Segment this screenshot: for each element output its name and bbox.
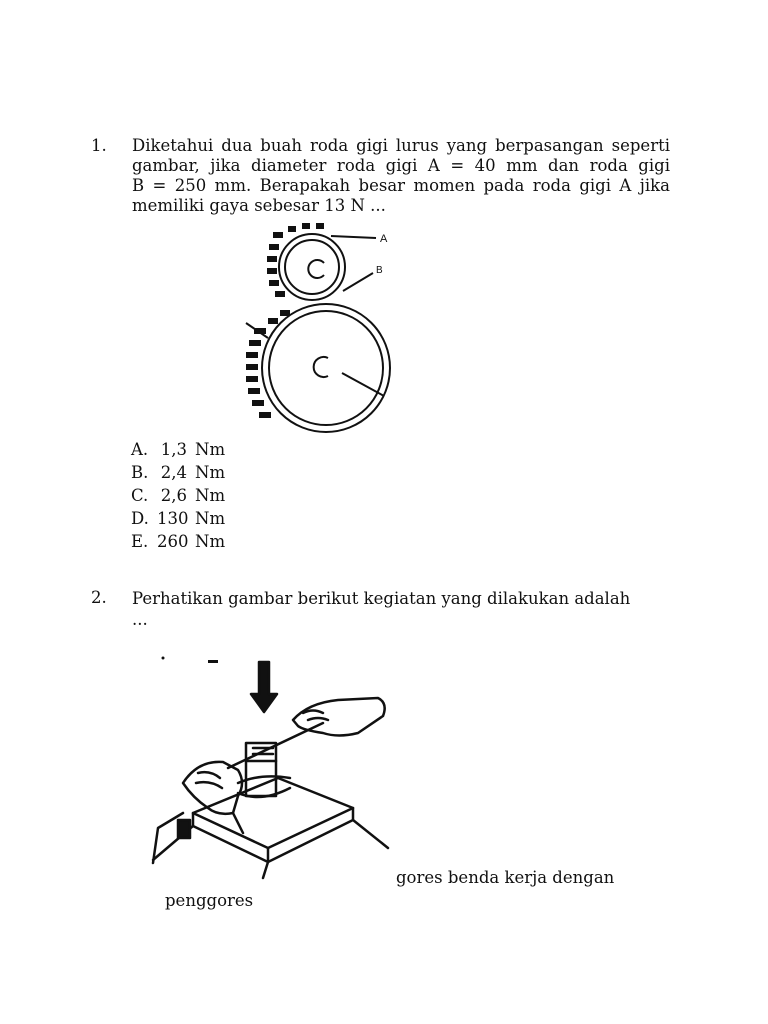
gear-label-a: A — [380, 233, 388, 245]
option-a[interactable]: A. 1,3 Nm — [131, 440, 226, 459]
gear-b — [262, 304, 390, 432]
question-1-text — [132, 136, 670, 216]
question-1-number: 1. — [91, 136, 107, 155]
question-2-number: 2. — [91, 588, 107, 607]
gear-label-b: B — [376, 265, 383, 276]
question-2-line-2: ... — [132, 610, 148, 629]
option-b[interactable]: B. 2,4 Nm — [131, 463, 226, 482]
question-1-line-2: gambar, jika diameter roda gigi A = 40 mm dan roda gigi — [132, 156, 670, 175]
question-1-options — [131, 440, 225, 555]
question-1-line-1: Diketahui dua buah roda gigi lurus yang berpasangan seperti — [132, 136, 670, 155]
option-d[interactable]: D. 130 Nm — [131, 509, 226, 528]
question-2-text — [132, 588, 672, 630]
question-1-line-4: memiliki gaya sebesar 13 N ... — [132, 196, 386, 215]
question-2-partial-option-line-2: penggores — [165, 891, 254, 910]
option-e[interactable]: E. 260 Nm — [131, 532, 226, 551]
down-arrow-icon — [251, 662, 277, 712]
question-2-line-1: Perhatikan gambar berikut kegiatan yang dilakukan adalah — [132, 589, 631, 608]
option-c[interactable]: C. 2,6 Nm — [131, 486, 226, 505]
question-1-line-3: B = 250 mm. Berapakah besar momen pada roda gigi A jika — [132, 176, 670, 195]
question-2-partial-option: gores benda kerja dengan — [396, 868, 615, 887]
gear-pair-figure — [236, 218, 406, 444]
gear-a — [279, 234, 345, 300]
marking-out-figure — [138, 648, 398, 893]
